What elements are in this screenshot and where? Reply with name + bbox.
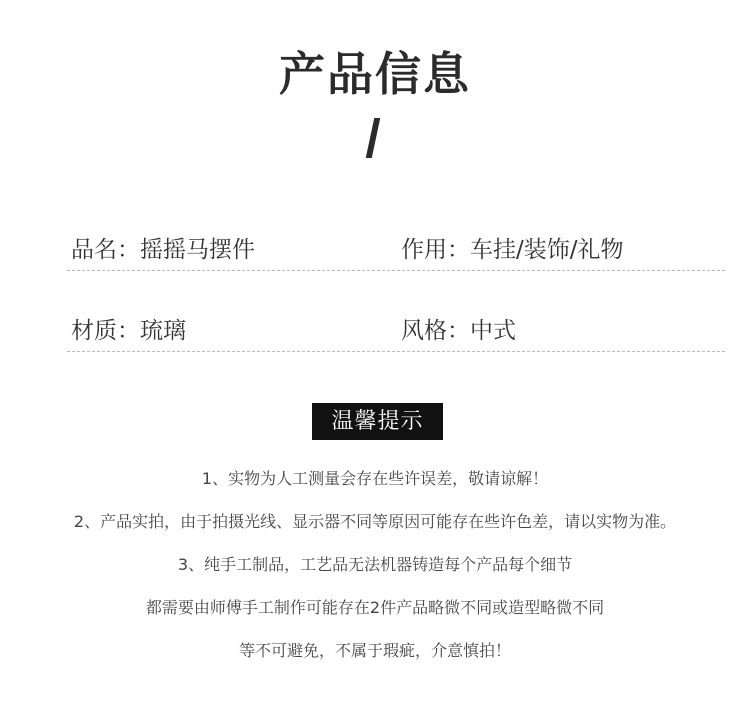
info-row [67,312,725,352]
product-name-field: 品名：摇摇马摆件 [71,237,255,263]
tip-line: 2、产品实拍，由于拍摄光线、显示器不同等原因可能存在些许色差，请以实物为准。 [73,512,677,531]
tip-line: 3、纯手工制品，工艺品无法机器铸造每个产品每个细节 [177,555,573,574]
style-field: 风格：中式 [401,318,516,344]
tip-line: 都需要由师傅手工制作可能存在2件产品略微不同或造型略微不同 [145,598,605,617]
page-title: 产品信息 [279,47,471,101]
title-divider-slash [366,118,381,158]
tip-line: 等不可避免，不属于瑕疵，介意慎拍！ [238,641,511,660]
dashed-divider [67,351,725,352]
product-use-field: 作用：车挂/装饰/礼物 [401,237,624,263]
material-field: 材质：琉璃 [71,318,186,344]
tips-heading-badge: 温馨提示 [312,403,443,440]
dashed-divider [67,270,725,271]
info-row [67,231,725,271]
tip-line: 1、实物为人工测量会存在些许误差，敬请谅解！ [201,469,549,488]
tips-notes [0,463,750,678]
